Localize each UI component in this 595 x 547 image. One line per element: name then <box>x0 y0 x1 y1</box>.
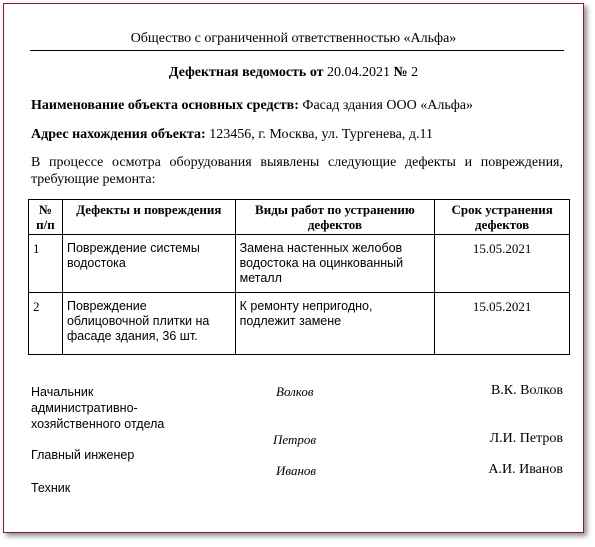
object-address-label: Адрес нахождения объекта: <box>31 127 206 142</box>
signature-name: А.И. Иванов <box>488 462 563 477</box>
signature-name: В.К. Волков <box>490 383 563 398</box>
row-work: К ремонту непригодно, подлежит замене <box>235 293 435 355</box>
signature-position: Техник <box>31 481 71 495</box>
signature-sign: Петров <box>273 432 317 447</box>
row-work: Замена настенных желобов водостока на оцинкованный металл <box>235 235 435 293</box>
document-title <box>4 65 583 81</box>
header-divider <box>30 50 564 51</box>
object-name-value: Фасад здания ООО «Альфа» <box>302 98 474 113</box>
intro-paragraph: В процессе осмотра оборудования выявлены следующие дефекты и повреждения, требующие ремонта: <box>31 155 563 187</box>
row-deadline: 15.05.2021 <box>435 293 570 355</box>
table-header-row <box>29 200 570 235</box>
signature-name: Л.И. Петров <box>489 431 563 446</box>
signature-sign: Волков <box>276 384 314 399</box>
document-sheet <box>3 3 584 533</box>
column-header-deadline: Срок устранения дефектов <box>435 200 570 235</box>
signature-position: Начальник административно-хозяйственного отдела <box>31 385 165 431</box>
title-number: 2 <box>411 65 419 80</box>
column-header-works: Виды работ по устранению дефектов <box>235 200 435 235</box>
title-number-label: № <box>393 65 408 80</box>
table-row <box>29 235 570 293</box>
column-header-defects: Дефекты и повреждения <box>62 200 235 235</box>
object-name-line <box>31 98 473 114</box>
object-address-value: 123456, г. Москва, ул. Тургенева, д.11 <box>209 127 433 142</box>
defects-table <box>28 199 570 355</box>
object-name-label: Наименование объекта основных средств: <box>31 98 299 113</box>
row-deadline: 15.05.2021 <box>435 235 570 293</box>
row-defect: Повреждение облицовочной плитки на фасаде здания, 36 шт. <box>62 293 235 355</box>
signature-position: Главный инженер <box>31 448 135 462</box>
row-defect: Повреждение системы водостока <box>62 235 235 293</box>
title-label: Дефектная ведомость от <box>168 65 324 80</box>
signature-sign: Иванов <box>276 463 317 478</box>
object-address-line <box>31 127 433 143</box>
table-row <box>29 293 570 355</box>
organization-name: Общество с ограниченной ответственностью «Альфа» <box>130 31 457 46</box>
column-header-number: № п/п <box>29 200 63 235</box>
title-date: 20.04.2021 <box>327 65 391 80</box>
row-number: 2 <box>29 293 63 355</box>
row-number: 1 <box>29 235 63 293</box>
